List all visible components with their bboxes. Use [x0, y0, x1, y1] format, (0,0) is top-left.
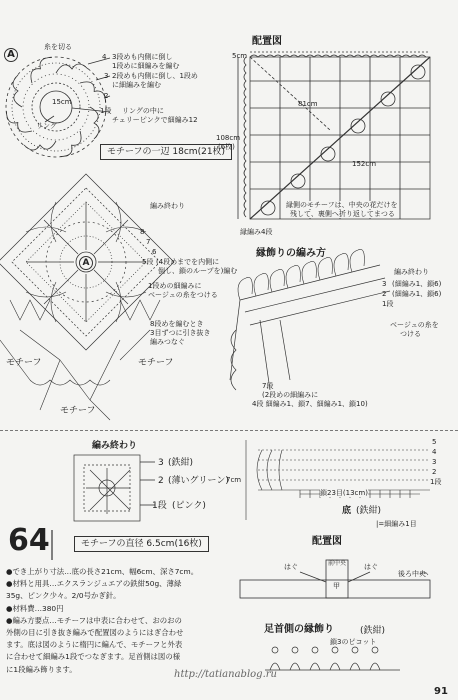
instruction-line: に1段編み飾ります。: [6, 664, 77, 674]
edge-beige-1: ベージュの糸を: [390, 321, 439, 329]
edge-row-2-text: (細編み1、鎖6): [392, 290, 442, 298]
chart-round-8: 8: [140, 228, 145, 236]
motif-label-left: モチーフ: [6, 358, 42, 368]
motif-label-right: モチーフ: [138, 358, 174, 368]
bottom-legend: |=細編み1目: [376, 520, 417, 528]
instruction-line: ●でき上がり寸法…底の長さ21cm、幅6cm、深さ7cm。: [6, 567, 199, 576]
section-divider: [0, 430, 458, 431]
edge-bottom-2: (2段めの細編みに: [262, 391, 319, 399]
round-1-text: リングの中に: [122, 107, 164, 115]
small-round-1-num: 1段: [152, 501, 167, 511]
edge-row-3-num: 3: [382, 280, 387, 288]
edge-bottom-1: 7段: [262, 382, 274, 390]
instruction-line: 35g、ピンク少々。2/0号かぎ針。: [6, 591, 121, 601]
round-1-text-2: チェリーピンクで細編み12: [112, 116, 198, 124]
instruction-line: ●材料費…380円: [6, 603, 64, 613]
chart-round-5-text-2: 倒し、鎖のループを)編む: [158, 267, 238, 275]
layout-title: 配置図: [252, 36, 282, 47]
layout2-right: はぐ: [364, 563, 378, 571]
chart-round-7: 7: [146, 238, 151, 246]
edge-finish: 編み終わり: [394, 268, 429, 276]
round-4-num: 4: [102, 53, 107, 61]
layout-side-count: (6枚): [218, 143, 235, 151]
chart-round-5-text: (4段めまでを内側に: [156, 258, 220, 266]
join-note-3: 編みつなぐ: [150, 338, 185, 346]
small-round-3-text: (鉄紺): [168, 458, 194, 468]
instruction-line: ます。底は図のように楕円に編んで、モチーフと外表: [6, 640, 183, 650]
layout2-mid: 甲: [333, 582, 340, 590]
motif-label-bottom: モチーフ: [60, 406, 96, 416]
edge-chart: [230, 249, 390, 390]
layout-diag-1: 81cm: [298, 100, 318, 108]
center-size-label: 15cm: [52, 98, 72, 106]
edge-beige-2: つける: [400, 330, 421, 338]
chart-round-1-text: 1段めの細編みに: [148, 282, 202, 290]
thread-cut-label: 糸を切る: [44, 43, 72, 51]
ankle-edge-color: (鉄紺): [360, 626, 386, 636]
layout2-back: 後ろ中央: [398, 570, 426, 578]
round-4-text: 3段めも内側に倒し: [112, 53, 173, 61]
small-motif-caption: モチーフの直径 6.5cm(16枚): [74, 536, 209, 552]
small-round-3-num: 3: [158, 458, 164, 468]
bottom-color: (鉄紺): [356, 506, 382, 516]
layout-edge-label: 縁編み4段: [240, 228, 273, 236]
edge-chart-title: 縁飾りの編み方: [256, 248, 326, 259]
bottom-base-chain: 鎖23目(13cm): [320, 489, 368, 497]
page-number: 91: [434, 686, 448, 697]
ankle-edge-title: 足首側の縁飾り: [264, 624, 334, 635]
watermark: http://tatianablog.ru: [174, 669, 277, 680]
small-motif-square: [74, 455, 140, 521]
instructions-text: [6, 566, 198, 676]
pattern-number: 64: [8, 523, 50, 558]
round-3-text-2: に細編みを編む: [112, 81, 161, 89]
chart-round-5-num: 5段: [142, 258, 154, 266]
instruction-line: に合わせて細編み1段でつなぎます。足首側は図の様: [6, 652, 181, 662]
bottom-row-2: 2: [432, 468, 437, 476]
round-1-num: 1段: [100, 107, 112, 115]
small-round-2-text: (薄いグリーン): [168, 476, 229, 486]
top-motif-caption: モチーフの一辺 18cm(21枚): [100, 144, 232, 160]
small-round-1-text: (ピンク): [172, 501, 206, 511]
layout2-title: 配置図: [312, 536, 342, 547]
layout2-left: はぐ: [284, 563, 298, 571]
bottom-row-3: 3: [432, 458, 437, 466]
chart-finish-label: 編み終わり: [150, 202, 185, 210]
bottom-row-5: 5: [432, 438, 437, 446]
chart-round-6: 6: [152, 248, 157, 256]
ring-label: リング: [36, 122, 57, 130]
layout-note-2: 残して、裏側へ折り返してまつる: [290, 210, 395, 218]
bottom-row-4: 4: [432, 448, 437, 456]
join-note-2: 3目ずつに引き抜き: [150, 329, 211, 337]
small-round-2-num: 2: [158, 476, 164, 486]
edge-row-3-text: (細編み1、鎖6): [392, 280, 442, 288]
join-note-1: 8段めを編むとき: [150, 320, 204, 328]
edge-bottom-3: 4段 細編み1、鎖7、細編み1、鎖10): [252, 400, 368, 408]
instruction-line: ●材料と用具…エクスランジュエアの鉄紺50g、薄緑: [6, 579, 182, 589]
ankle-edge-chart: [265, 647, 400, 670]
layout-grid: [238, 52, 430, 219]
round-3-text: 2段めも内側に倒し、1段め: [112, 72, 198, 80]
marker-a-chart: A: [79, 256, 93, 270]
instruction-line: 外側の目に引き抜き編みで配置図のようにはぎ合わせ: [6, 627, 184, 637]
flower-motif-top: [3, 54, 112, 160]
marker-a-top: A: [4, 48, 18, 62]
ankle-edge-picot: 鎖3のピコット: [330, 638, 377, 646]
round-2-num: 2: [104, 92, 109, 100]
edge-row-1-num: 1段: [382, 300, 394, 308]
layout-note-1: 縁側のモチーフは、中央の花だけを: [286, 201, 398, 209]
bottom-row-1: 1段: [430, 478, 442, 486]
bottom-label: 底: [342, 506, 352, 516]
round-4-text-2: 1段めに細編みを編む: [112, 62, 180, 70]
instruction-line: ●編み方要点…モチーフは中表に合わせて、おのおの: [6, 615, 182, 625]
edge-row-2-num: 2: [382, 290, 387, 298]
layout-top-dim: 5cm: [232, 52, 248, 60]
bottom-chart: [246, 440, 430, 520]
round-3-num: 3: [104, 72, 109, 80]
small-motif-finish: 編み終わり: [92, 441, 138, 451]
layout-side-dim: 108cm: [216, 134, 241, 142]
layout-diag-2: 152cm: [352, 160, 377, 168]
chart-round-1-text-2: ベージュの糸をつける: [148, 291, 218, 299]
layout2-center: 前中央: [328, 560, 347, 567]
bottom-height: 7cm: [226, 476, 242, 484]
